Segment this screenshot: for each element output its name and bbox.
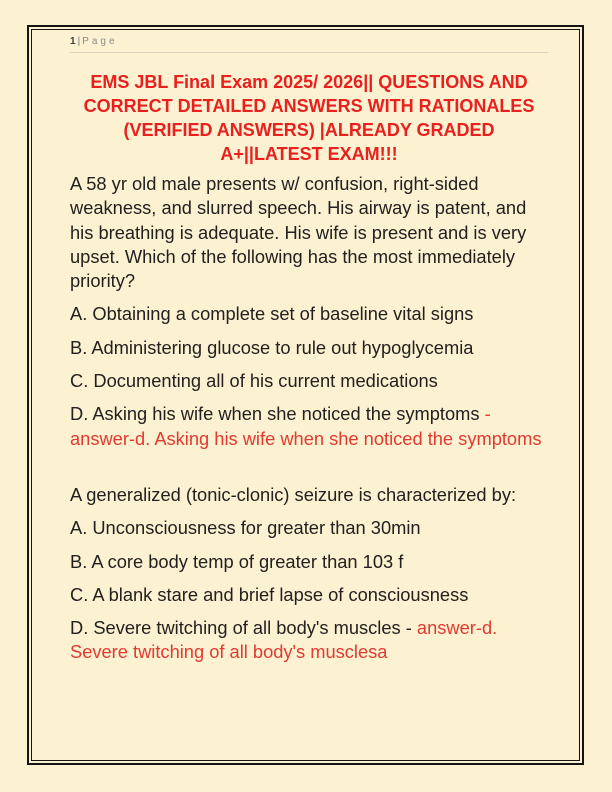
option-text: C. Documenting all of his current medications: [70, 370, 438, 392]
option-a: [70, 516, 548, 540]
question-block-1: [70, 172, 548, 451]
option-text: B. A core body temp of greater than 103 f: [70, 550, 404, 572]
page-number: 1: [70, 36, 77, 47]
page-content: [70, 36, 548, 674]
document-title: [70, 70, 548, 166]
option-b: [70, 336, 548, 360]
question-text: A generalized (tonic-clonic) seizure is characterized by:: [70, 483, 517, 505]
title-line-2: CORRECT DETAILED ANSWERS WITH RATIONALES: [83, 96, 535, 116]
page-header-separator: |: [77, 36, 81, 47]
option-c: [70, 369, 548, 393]
option-text: D. Severe twitching of all body's muscles -: [70, 617, 417, 639]
title-line-1: EMS JBL Final Exam 2025/ 2026|| QUESTIONS AND: [90, 72, 528, 92]
question-block-2: [70, 483, 548, 665]
paragraph-spacer: [70, 460, 548, 474]
option-text: A. Unconsciousness for greater than 30min: [70, 517, 421, 539]
option-d: [70, 402, 548, 451]
answer-text: - answer-d. Asking his wife when she noticed the symptoms: [70, 403, 542, 449]
title-line-3: (VERIFIED ANSWERS) |ALREADY GRADED: [123, 120, 495, 140]
option-b: [70, 550, 548, 574]
option-d: [70, 616, 548, 665]
option-c: [70, 583, 548, 607]
page-header-label: Page: [82, 36, 118, 47]
option-text: A. Obtaining a complete set of baseline vital signs: [70, 303, 474, 325]
option-text: D. Asking his wife when she noticed the symptoms: [70, 403, 480, 425]
title-line-4: A+||LATEST EXAM!!!: [220, 144, 398, 164]
page-header: [70, 36, 548, 53]
option-a: [70, 302, 548, 326]
answer-text: answer-d. Severe twitching of all body's musclesa: [70, 617, 498, 663]
option-text: B. Administering glucose to rule out hypoglycemia: [70, 336, 474, 358]
question-text: A 58 yr old male presents w/ confusion, right-sided weakness, and slurred speech. His airway is patent, and his breathing is adequate. His wife is present and is very upset. Which of the following has the most immediately priority?: [70, 173, 527, 292]
option-text: C. A blank stare and brief lapse of consciousness: [70, 583, 469, 605]
